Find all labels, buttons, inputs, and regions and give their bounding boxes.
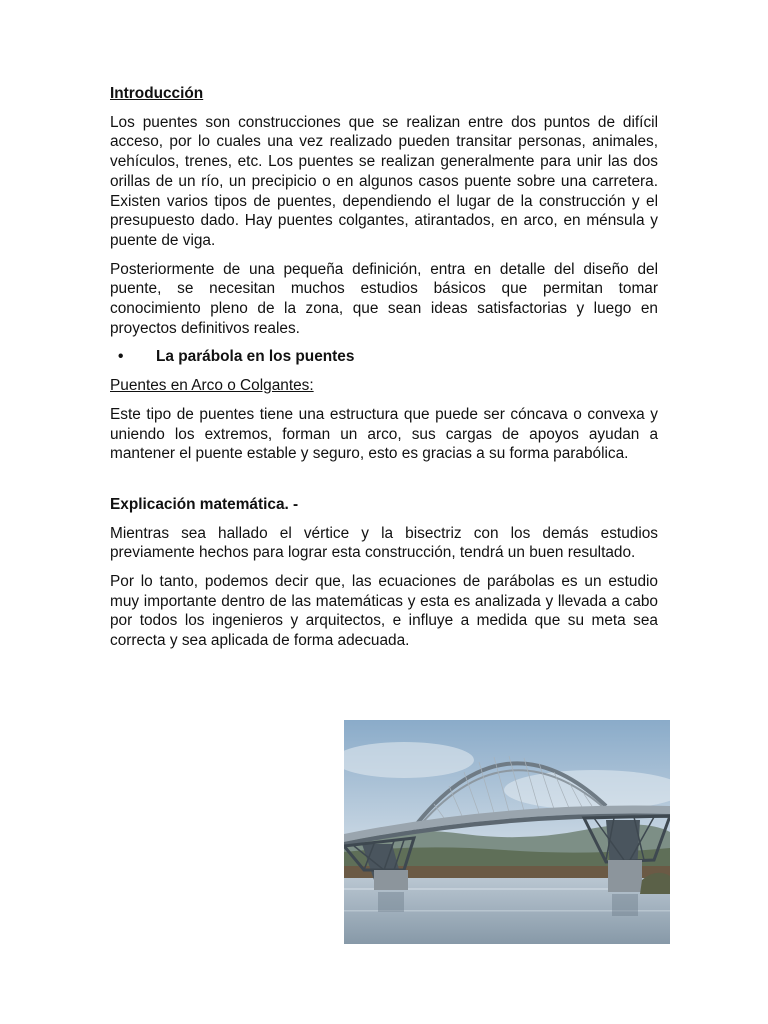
bridge-illustration	[344, 720, 670, 944]
arch-bridge-photo	[344, 720, 670, 944]
paragraph-vertex: Mientras sea hallado el vértice y la bisectriz con los demás estudios previamente hechos para lograr esta construcción, tendrá un buen resultado.	[110, 524, 658, 562]
subsection-title: Puentes en Arco o Colgantes:	[110, 377, 314, 395]
paragraph-intro: Los puentes son construcciones que se realizan entre dos puntos de difícil acceso, por lo cuales una vez realizado pueden transitar personas, animales, vehículos, trenes, etc. Los puentes se realizan generalmente para unir las dos orillas de un río, un precipicio o en algunos casos puente sobre una carretera. Existen varios tipos de puentes, dependiendo el lugar de la construcción y el presupuesto dado. Hay puentes colgantes, atirantados, en arco, en ménsula y puente de viga.	[110, 113, 658, 249]
bullet-label: La parábola en los puentes	[156, 348, 355, 366]
paragraph-conclusion: Por lo tanto, podemos decir que, las ecuaciones de parábolas es un estudio muy importante dentro de las matemáticas y esta es analizada y llevada a cabo por todos los ingenieros y arquitectos, e influye a medida que su meta sea correcta y sea aplicada de forma adecuada.	[110, 573, 658, 650]
section-title-introduccion: Introducción	[110, 85, 204, 102]
bullet-icon: •	[118, 348, 124, 366]
bullet-item	[110, 347, 658, 367]
paragraph-design: Posteriormente de una pequeña definición, entra en detalle del diseño del puente, se necesitan muchos estudios básicos que permitan tomar conocimiento pleno de la zona, que sean ideas satisfactorias y luego en proyectos definitivos reales.	[110, 260, 658, 337]
paragraph-arch: Este tipo de puentes tiene una estructura que puede ser cóncava o convexa y uniendo los extremos, forman un arco, sus cargas de apoyos ayudan a mantener el puente estable y seguro, esto es gracias a su forma parabólica.	[110, 405, 658, 463]
document-body	[110, 84, 658, 660]
section-title-explicacion: Explicación matemática. -	[110, 495, 299, 513]
